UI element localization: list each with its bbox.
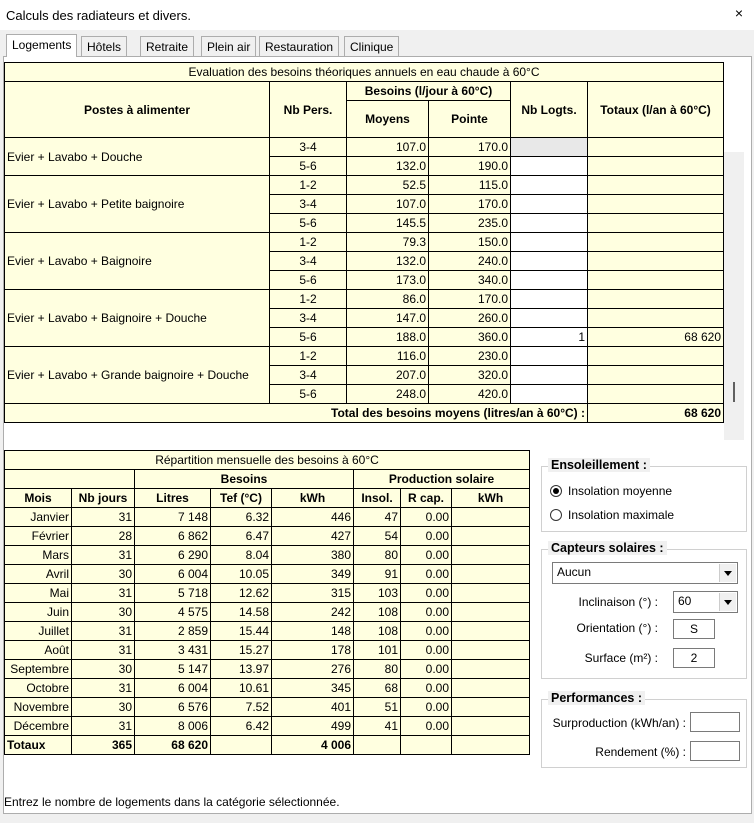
surface-input[interactable]: 2 bbox=[673, 648, 715, 668]
total-cell: 68 620 bbox=[588, 328, 724, 347]
mois-cell: Décembre bbox=[5, 717, 72, 736]
insol-cell: 101 bbox=[354, 641, 401, 660]
total-label: Total des besoins moyens (litres/an à 60°C) : bbox=[5, 404, 588, 423]
rcap-cell: 0.00 bbox=[401, 603, 452, 622]
kwh2-cell bbox=[452, 641, 530, 660]
moyens-cell: 86.0 bbox=[347, 290, 429, 309]
total-cell bbox=[588, 176, 724, 195]
col-besoins: Besoins (l/jour à 60°C) bbox=[347, 82, 511, 101]
col-postes: Postes à alimenter bbox=[5, 82, 270, 138]
total-cell bbox=[588, 271, 724, 290]
radio-label-maximale: Insolation maximale bbox=[568, 508, 675, 522]
kwh-cell: 380 bbox=[272, 546, 354, 565]
radio-insolation-moyenne[interactable] bbox=[550, 484, 672, 498]
insol-cell: 47 bbox=[354, 508, 401, 527]
rcap-cell: 0.00 bbox=[401, 508, 452, 527]
besoins-title: Evaluation des besoins théoriques annuels en eau chaude à 60°C bbox=[5, 63, 724, 82]
insol-cell: 108 bbox=[354, 622, 401, 641]
capteurs-type-select[interactable] bbox=[552, 562, 738, 584]
moyens-cell: 52.5 bbox=[347, 176, 429, 195]
mensuelle-table bbox=[4, 450, 530, 755]
kwh-cell: 148 bbox=[272, 622, 354, 641]
tab-hotels[interactable]: Hôtels bbox=[81, 36, 127, 56]
radio-off-icon[interactable] bbox=[550, 509, 562, 521]
hdr-mois: Mois bbox=[5, 489, 72, 508]
pointe-cell: 320.0 bbox=[429, 366, 511, 385]
table-row bbox=[5, 138, 724, 157]
tef-cell: 10.05 bbox=[211, 565, 272, 584]
kwh2-cell bbox=[452, 660, 530, 679]
table-row bbox=[5, 679, 530, 698]
rcap-cell: 0.00 bbox=[401, 622, 452, 641]
rcap-cell: 0.00 bbox=[401, 546, 452, 565]
tef-cell: 14.58 bbox=[211, 603, 272, 622]
totaux-litres: 68 620 bbox=[135, 736, 211, 755]
tef-cell: 6.32 bbox=[211, 508, 272, 527]
rcap-cell: 0.00 bbox=[401, 698, 452, 717]
insol-cell: 103 bbox=[354, 584, 401, 603]
table-row bbox=[5, 347, 724, 366]
nbjours-cell: 31 bbox=[72, 622, 135, 641]
litres-cell: 6 862 bbox=[135, 527, 211, 546]
nbpers-cell: 1-2 bbox=[270, 347, 347, 366]
moyens-cell: 147.0 bbox=[347, 309, 429, 328]
nbjours-cell: 28 bbox=[72, 527, 135, 546]
mois-cell: Juin bbox=[5, 603, 72, 622]
totaux-kwh: 4 006 bbox=[272, 736, 354, 755]
ensoleillement-group bbox=[541, 458, 747, 532]
ensoleillement-legend: Ensoleillement : bbox=[548, 458, 650, 472]
hdr-kwh2: kWh bbox=[452, 489, 530, 508]
hdr-nbjours: Nb jours bbox=[72, 489, 135, 508]
scroll-thumb[interactable] bbox=[733, 382, 735, 402]
insol-cell: 41 bbox=[354, 717, 401, 736]
nbpers-cell: 5-6 bbox=[270, 157, 347, 176]
tef-cell: 13.97 bbox=[211, 660, 272, 679]
table-row bbox=[5, 546, 530, 565]
nbjours-cell: 30 bbox=[72, 660, 135, 679]
surface-label: Surface (m²) : bbox=[584, 651, 658, 665]
litres-cell: 4 575 bbox=[135, 603, 211, 622]
moyens-cell: 107.0 bbox=[347, 195, 429, 214]
besoins-table bbox=[4, 62, 724, 423]
tef-cell: 8.04 bbox=[211, 546, 272, 565]
total-cell bbox=[588, 347, 724, 366]
nblogts-input[interactable] bbox=[511, 176, 588, 195]
kwh2-cell bbox=[452, 527, 530, 546]
table-row bbox=[5, 176, 724, 195]
pointe-cell: 170.0 bbox=[429, 290, 511, 309]
pointe-cell: 170.0 bbox=[429, 195, 511, 214]
litres-cell: 6 004 bbox=[135, 565, 211, 584]
kwh2-cell bbox=[452, 603, 530, 622]
hdr-production: Production solaire bbox=[354, 470, 530, 489]
tef-cell: 6.47 bbox=[211, 527, 272, 546]
moyens-cell: 188.0 bbox=[347, 328, 429, 347]
window-title: Calculs des radiateurs et divers. bbox=[6, 8, 191, 23]
total-cell bbox=[588, 252, 724, 271]
table-row bbox=[5, 233, 724, 252]
mensuelle-title: Répartition mensuelle des besoins à 60°C bbox=[5, 451, 530, 470]
kwh-cell: 315 bbox=[272, 584, 354, 603]
litres-cell: 6 004 bbox=[135, 679, 211, 698]
moyens-cell: 145.5 bbox=[347, 214, 429, 233]
capteurs-type-value: Aucun bbox=[557, 565, 592, 579]
hdr-rcap: R cap. bbox=[401, 489, 452, 508]
poste-name: Evier + Lavabo + Douche bbox=[5, 138, 270, 176]
capteurs-legend: Capteurs solaires : bbox=[548, 541, 667, 555]
table-row bbox=[5, 698, 530, 717]
pointe-cell: 150.0 bbox=[429, 233, 511, 252]
mois-cell: Septembre bbox=[5, 660, 72, 679]
surproduction-field[interactable] bbox=[690, 712, 740, 732]
spacer bbox=[5, 470, 135, 489]
hdr-kwh: kWh bbox=[272, 489, 354, 508]
tef-cell: 15.44 bbox=[211, 622, 272, 641]
total-cell bbox=[588, 233, 724, 252]
title-bar bbox=[0, 0, 754, 30]
totaux-rcap bbox=[401, 736, 452, 755]
total-cell bbox=[588, 138, 724, 157]
mois-cell: Mars bbox=[5, 546, 72, 565]
total-cell bbox=[588, 195, 724, 214]
rcap-cell: 0.00 bbox=[401, 660, 452, 679]
totaux-tef bbox=[211, 736, 272, 755]
total-cell bbox=[588, 157, 724, 176]
total-value: 68 620 bbox=[588, 404, 724, 423]
nbjours-cell: 31 bbox=[72, 717, 135, 736]
col-moyens: Moyens bbox=[347, 101, 429, 138]
status-bar: Entrez le nombre de logements dans la catégorie sélectionnée. bbox=[4, 795, 340, 809]
total-cell bbox=[588, 366, 724, 385]
totaux-label: Totaux bbox=[5, 736, 72, 755]
mois-cell: Mai bbox=[5, 584, 72, 603]
inclinaison-select[interactable] bbox=[673, 591, 738, 613]
total-cell bbox=[588, 385, 724, 404]
pointe-cell: 115.0 bbox=[429, 176, 511, 195]
totaux-nbjours: 365 bbox=[72, 736, 135, 755]
kwh2-cell bbox=[452, 546, 530, 565]
table-row bbox=[5, 584, 530, 603]
hdr-tef: Tef (°C) bbox=[211, 489, 272, 508]
kwh-cell: 427 bbox=[272, 527, 354, 546]
table-row bbox=[5, 641, 530, 660]
nbjours-cell: 30 bbox=[72, 698, 135, 717]
col-nblogts: Nb Logts. bbox=[511, 82, 588, 138]
kwh-cell: 446 bbox=[272, 508, 354, 527]
kwh-cell: 178 bbox=[272, 641, 354, 660]
kwh-cell: 401 bbox=[272, 698, 354, 717]
rendement-field[interactable] bbox=[690, 741, 740, 761]
orientation-input[interactable]: S bbox=[673, 619, 715, 639]
nbjours-cell: 31 bbox=[72, 584, 135, 603]
nbpers-cell: 3-4 bbox=[270, 366, 347, 385]
moyens-cell: 132.0 bbox=[347, 252, 429, 271]
nblogts-input[interactable] bbox=[511, 195, 588, 214]
kwh2-cell bbox=[452, 679, 530, 698]
hdr-besoins: Besoins bbox=[135, 470, 354, 489]
insol-cell: 68 bbox=[354, 679, 401, 698]
nbpers-cell: 5-6 bbox=[270, 385, 347, 404]
moyens-cell: 207.0 bbox=[347, 366, 429, 385]
poste-name: Evier + Lavabo + Grande baignoire + Douche bbox=[5, 347, 270, 404]
tab-plein-air[interactable]: Plein air bbox=[201, 36, 256, 56]
tef-cell: 12.62 bbox=[211, 584, 272, 603]
mois-cell: Janvier bbox=[5, 508, 72, 527]
besoins-scrollbar[interactable] bbox=[724, 152, 744, 440]
nbpers-cell: 5-6 bbox=[270, 214, 347, 233]
rcap-cell: 0.00 bbox=[401, 565, 452, 584]
insol-cell: 108 bbox=[354, 603, 401, 622]
close-icon[interactable]: × bbox=[734, 5, 744, 21]
total-cell bbox=[588, 214, 724, 233]
nbpers-cell: 5-6 bbox=[270, 328, 347, 347]
litres-cell: 7 148 bbox=[135, 508, 211, 527]
nblogts-input[interactable] bbox=[511, 157, 588, 176]
nblogts-input[interactable] bbox=[511, 271, 588, 290]
nbpers-cell: 3-4 bbox=[270, 195, 347, 214]
nbjours-cell: 31 bbox=[72, 546, 135, 565]
tef-cell: 6.42 bbox=[211, 717, 272, 736]
nblogts-input[interactable] bbox=[511, 309, 588, 328]
radio-on-icon[interactable] bbox=[550, 485, 562, 497]
tab-logements[interactable]: Logements bbox=[6, 34, 77, 57]
insol-cell: 51 bbox=[354, 698, 401, 717]
nbpers-cell: 1-2 bbox=[270, 176, 347, 195]
moyens-cell: 107.0 bbox=[347, 138, 429, 157]
totaux-kwh2 bbox=[452, 736, 530, 755]
moyens-cell: 132.0 bbox=[347, 157, 429, 176]
radio-insolation-maximale[interactable] bbox=[550, 508, 674, 522]
nbpers-cell: 3-4 bbox=[270, 138, 347, 157]
tef-cell: 7.52 bbox=[211, 698, 272, 717]
poste-name: Evier + Lavabo + Petite baignoire bbox=[5, 176, 270, 233]
rcap-cell: 0.00 bbox=[401, 641, 452, 660]
moyens-cell: 79.3 bbox=[347, 233, 429, 252]
inclinaison-label: Inclinaison (°) : bbox=[578, 595, 658, 609]
pointe-cell: 190.0 bbox=[429, 157, 511, 176]
litres-cell: 5 718 bbox=[135, 584, 211, 603]
nbjours-cell: 31 bbox=[72, 508, 135, 527]
kwh-cell: 276 bbox=[272, 660, 354, 679]
mois-cell: Octobre bbox=[5, 679, 72, 698]
hdr-insol: Insol. bbox=[354, 489, 401, 508]
rcap-cell: 0.00 bbox=[401, 679, 452, 698]
rcap-cell: 0.00 bbox=[401, 584, 452, 603]
tef-cell: 15.27 bbox=[211, 641, 272, 660]
insol-cell: 54 bbox=[354, 527, 401, 546]
table-row bbox=[5, 527, 530, 546]
inclinaison-value: 60 bbox=[678, 594, 692, 608]
performances-legend: Performances : bbox=[548, 691, 645, 705]
pointe-cell: 260.0 bbox=[429, 309, 511, 328]
nblogts-input[interactable] bbox=[511, 214, 588, 233]
table-row bbox=[5, 508, 530, 527]
table-row bbox=[5, 290, 724, 309]
nbjours-cell: 30 bbox=[72, 603, 135, 622]
nbpers-cell: 5-6 bbox=[270, 271, 347, 290]
kwh-cell: 345 bbox=[272, 679, 354, 698]
kwh-cell: 349 bbox=[272, 565, 354, 584]
col-totaux: Totaux (l/an à 60°C) bbox=[588, 82, 724, 138]
pointe-cell: 240.0 bbox=[429, 252, 511, 271]
litres-cell: 3 431 bbox=[135, 641, 211, 660]
nbpers-cell: 1-2 bbox=[270, 290, 347, 309]
rcap-cell: 0.00 bbox=[401, 527, 452, 546]
litres-cell: 2 859 bbox=[135, 622, 211, 641]
totaux-insol bbox=[354, 736, 401, 755]
besoins-body bbox=[5, 138, 724, 404]
mensuelle-body bbox=[5, 508, 530, 736]
chevron-down-icon[interactable] bbox=[719, 593, 736, 611]
table-row bbox=[5, 622, 530, 641]
surproduction-label: Surproduction (kWh/an) : bbox=[552, 716, 686, 730]
kwh2-cell bbox=[452, 698, 530, 717]
col-pointe: Pointe bbox=[429, 101, 511, 138]
moyens-cell: 173.0 bbox=[347, 271, 429, 290]
kwh2-cell bbox=[452, 717, 530, 736]
insol-cell: 80 bbox=[354, 660, 401, 679]
mois-cell: Juillet bbox=[5, 622, 72, 641]
tab-clinique[interactable]: Clinique bbox=[344, 36, 399, 56]
kwh-cell: 242 bbox=[272, 603, 354, 622]
pointe-cell: 340.0 bbox=[429, 271, 511, 290]
kwh2-cell bbox=[452, 584, 530, 603]
capteurs-group bbox=[541, 541, 747, 679]
total-cell bbox=[588, 309, 724, 328]
total-cell bbox=[588, 290, 724, 309]
nbjours-cell: 31 bbox=[72, 679, 135, 698]
pointe-cell: 235.0 bbox=[429, 214, 511, 233]
pointe-cell: 360.0 bbox=[429, 328, 511, 347]
poste-name: Evier + Lavabo + Baignoire bbox=[5, 233, 270, 290]
mois-cell: Avril bbox=[5, 565, 72, 584]
col-nbpers: Nb Pers. bbox=[270, 82, 347, 138]
nbjours-cell: 31 bbox=[72, 641, 135, 660]
rcap-cell: 0.00 bbox=[401, 717, 452, 736]
poste-name: Evier + Lavabo + Baignoire + Douche bbox=[5, 290, 270, 347]
nbjours-cell: 30 bbox=[72, 565, 135, 584]
kwh2-cell bbox=[452, 508, 530, 527]
table-row bbox=[5, 717, 530, 736]
litres-cell: 6 290 bbox=[135, 546, 211, 565]
nblogts-input[interactable] bbox=[511, 385, 588, 404]
nblogts-input[interactable] bbox=[511, 138, 588, 157]
chevron-down-icon[interactable] bbox=[719, 564, 736, 582]
nblogts-input[interactable] bbox=[511, 252, 588, 271]
kwh2-cell bbox=[452, 565, 530, 584]
litres-cell: 8 006 bbox=[135, 717, 211, 736]
radio-label-moyenne: Insolation moyenne bbox=[568, 484, 673, 498]
performances-group bbox=[541, 691, 747, 768]
nbpers-cell: 3-4 bbox=[270, 309, 347, 328]
tab-restauration[interactable]: Restauration bbox=[259, 36, 339, 56]
tef-cell: 10.61 bbox=[211, 679, 272, 698]
pointe-cell: 420.0 bbox=[429, 385, 511, 404]
moyens-cell: 116.0 bbox=[347, 347, 429, 366]
litres-cell: 6 576 bbox=[135, 698, 211, 717]
table-row bbox=[5, 565, 530, 584]
tab-retraite[interactable]: Retraite bbox=[140, 36, 194, 56]
rendement-label: Rendement (%) : bbox=[595, 745, 686, 759]
table-row bbox=[5, 603, 530, 622]
mois-cell: Février bbox=[5, 527, 72, 546]
nblogts-input[interactable] bbox=[511, 290, 588, 309]
nblogts-input[interactable] bbox=[511, 347, 588, 366]
hdr-litres: Litres bbox=[135, 489, 211, 508]
nblogts-input[interactable] bbox=[511, 366, 588, 385]
kwh2-cell bbox=[452, 622, 530, 641]
nbpers-cell: 3-4 bbox=[270, 252, 347, 271]
pointe-cell: 170.0 bbox=[429, 138, 511, 157]
kwh-cell: 499 bbox=[272, 717, 354, 736]
mois-cell: Août bbox=[5, 641, 72, 660]
insol-cell: 80 bbox=[354, 546, 401, 565]
orientation-label: Orientation (°) : bbox=[576, 621, 658, 635]
nblogts-input[interactable]: 1 bbox=[511, 328, 588, 347]
table-row bbox=[5, 660, 530, 679]
nblogts-input[interactable] bbox=[511, 233, 588, 252]
nbpers-cell: 1-2 bbox=[270, 233, 347, 252]
pointe-cell: 230.0 bbox=[429, 347, 511, 366]
insol-cell: 91 bbox=[354, 565, 401, 584]
mois-cell: Novembre bbox=[5, 698, 72, 717]
litres-cell: 5 147 bbox=[135, 660, 211, 679]
moyens-cell: 248.0 bbox=[347, 385, 429, 404]
